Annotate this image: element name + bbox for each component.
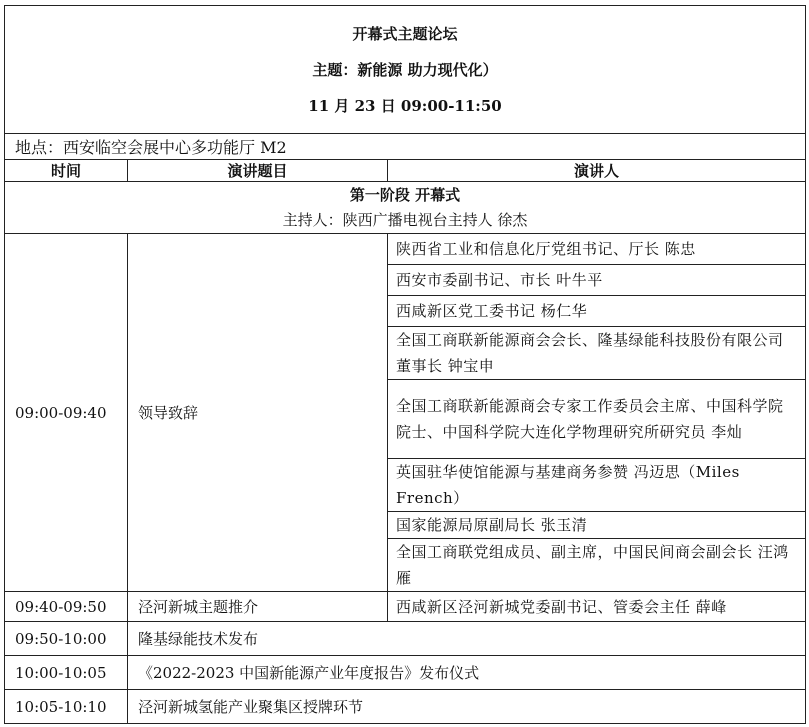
forum-datetime: 11 月 23 日 09:00-11:50 [308, 96, 502, 115]
forum-theme: 主题：新能源 助力现代化） [312, 60, 498, 79]
row-time: 09:40-09:50 [5, 592, 128, 622]
row-topic: 泾河新城氢能产业聚集区授牌环节 [128, 690, 806, 724]
column-header-topic: 演讲题目 [128, 160, 388, 182]
speaker-cell: 全国工商联新能源商会会长、隆基绿能科技股份有限公司董事长 钟宝申 [388, 327, 806, 380]
speaker-cell: 国家能源局原副局长 张玉清 [388, 512, 806, 539]
row-time: 10:00-10:05 [5, 656, 128, 690]
stage-name: 第一阶段 开幕式 [349, 185, 461, 204]
speaker-cell: 陕西省工业和信息化厅党组书记、厅长 陈忠 [388, 234, 806, 265]
location-row: 地点：西安临空会展中心多功能厅 M2 [5, 134, 806, 160]
row-topic: 领导致辞 [128, 234, 388, 592]
row-time: 09:00-09:40 [5, 234, 128, 592]
column-header-time: 时间 [5, 160, 128, 182]
stage-row [5, 182, 806, 234]
row-topic: 《2022-2023 中国新能源产业年度报告》发布仪式 [128, 656, 806, 690]
row-time: 09:50-10:00 [5, 622, 128, 656]
speaker-cell: 全国工商联新能源商会专家工作委员会主席、中国科学院院士、中国科学院大连化学物理研究所研究员 李灿 [388, 380, 806, 459]
row-topic: 泾河新城主题推介 [128, 592, 388, 622]
forum-title: 开幕式主题论坛 [352, 24, 458, 43]
schedule-header [5, 6, 806, 134]
speaker-cell: 西安市委副书记、市长 叶牛平 [388, 265, 806, 296]
speaker-cell: 全国工商联党组成员、副主席，中国民间商会副会长 汪鸿雁 [388, 539, 806, 592]
speaker-cell: 英国驻华使馆能源与基建商务参赞 冯迈思（Miles French） [388, 459, 806, 512]
speaker-cell: 西咸新区泾河新城党委副书记、管委会主任 薛峰 [388, 592, 806, 622]
stage-host: 主持人：陕西广播电视台主持人 徐杰 [282, 210, 528, 229]
speaker-cell: 西咸新区党工委书记 杨仁华 [388, 296, 806, 327]
schedule-table [4, 5, 806, 724]
row-topic: 隆基绿能技术发布 [128, 622, 806, 656]
column-header-speaker: 演讲人 [388, 160, 806, 182]
row-time: 10:05-10:10 [5, 690, 128, 724]
